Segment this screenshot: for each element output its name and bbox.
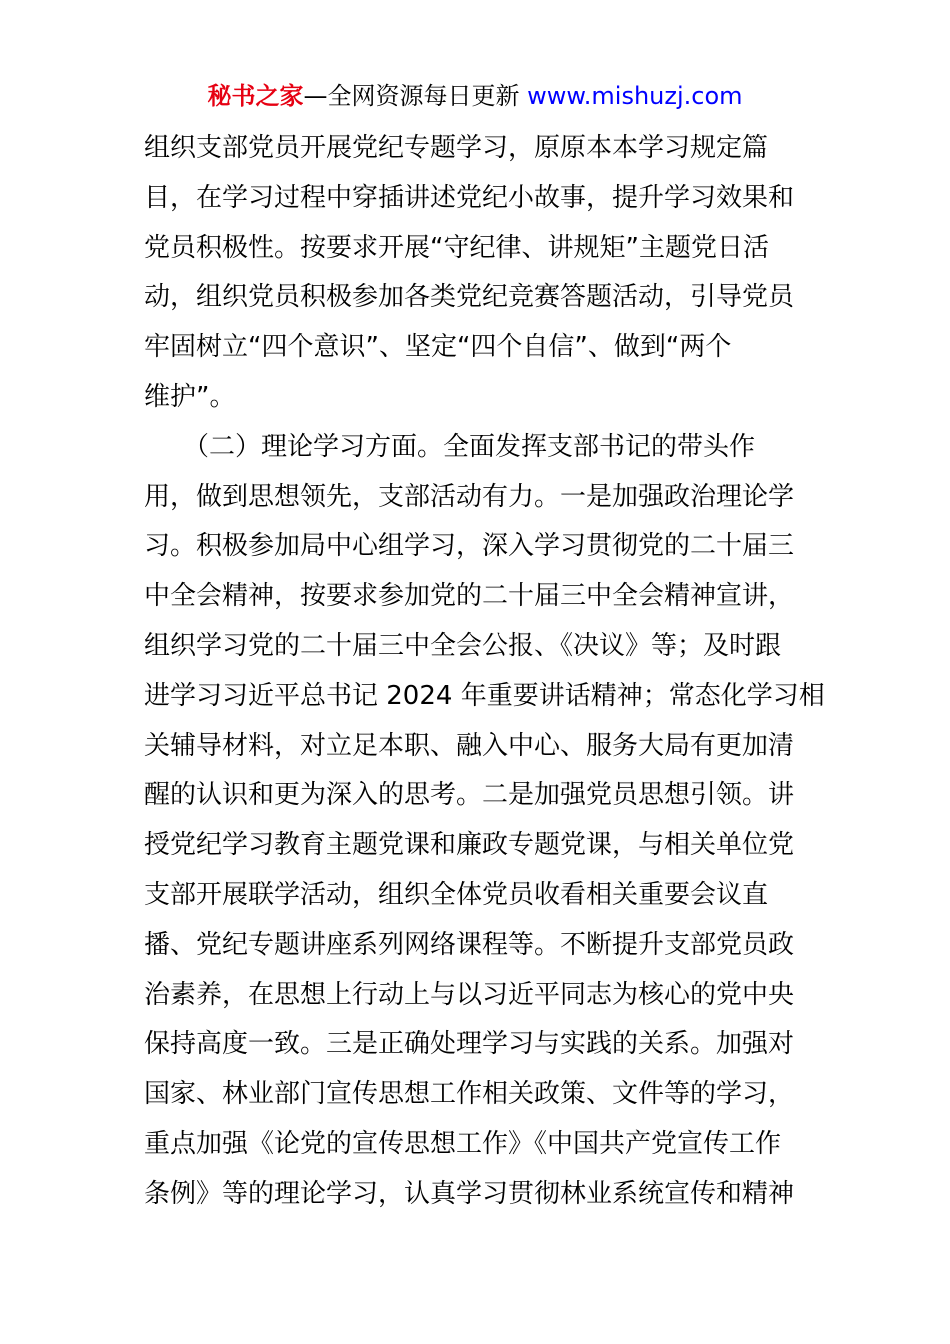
text-line: 授党纪学习教育主题党课和廉政专题党课，与相关单位党	[144, 830, 795, 861]
text-line: 支部开展联学活动，组织全体党员收看相关重要会议直	[144, 879, 769, 910]
text-line: 组织支部党员开展党纪专题学习，原原本本学习规定篇	[144, 133, 769, 163]
text-line: 醒的认识和更为深入的思考。二是加强党员思想引领。讲	[144, 780, 795, 811]
text-line: 进学习习近平总书记 2024 年重要讲话精神；常态化学习相	[144, 680, 825, 711]
text-line: 用，做到思想领先，支部活动有力。一是加强政治理论学	[144, 481, 795, 512]
text-line: 播、党纪专题讲座系列网络课程等。不断提升支部党员政	[144, 929, 795, 960]
text-line: 关辅导材料，对立足本职、融入中心、服务大局有更加清	[144, 730, 795, 761]
text-line: 国家、林业部门宣传思想工作相关政策、文件等的学习，	[144, 1079, 795, 1110]
text-line: （二）理论学习方面。全面发挥支部书记的带头作	[144, 431, 756, 462]
text-line: 重点加强《论党的宣传思想工作》《中国共产党宣传工作	[144, 1128, 782, 1159]
header-tagline: —全网资源每日更新	[303, 82, 528, 110]
text-line: 维护”。	[144, 381, 236, 412]
text-line: 党员积极性。按要求开展“守纪律、讲规矩”主题党日活	[144, 232, 769, 263]
text-line: 牢固树立“四个意识”、坚定“四个自信”、做到“两个	[144, 332, 732, 363]
text-line: 中全会精神，按要求参加党的二十届三中全会精神宣讲，	[144, 581, 795, 612]
brand-name: 秘书之家	[207, 82, 304, 110]
site-url-link[interactable]: www.mishuzj.com	[527, 82, 743, 110]
text-line: 组织学习党的二十届三中全会公报、《决议》等；及时跟	[144, 630, 782, 661]
text-line: 习。积极参加局中心组学习，深入学习贯彻党的二十届三	[144, 531, 795, 562]
document-body	[144, 124, 825, 1220]
site-header	[0, 80, 950, 112]
text-line: 动，组织党员积极参加各类党纪竞赛答题活动，引导党员	[144, 282, 795, 313]
text-line: 条例》等的理论学习，认真学习贯彻林业系统宣传和精神	[144, 1178, 795, 1209]
text-line: 治素养，在思想上行动上与以习近平同志为核心的党中央	[144, 979, 795, 1010]
text-line: 保持高度一致。三是正确处理学习与实践的关系。加强对	[144, 1029, 795, 1060]
text-line: 目，在学习过程中穿插讲述党纪小故事，提升学习效果和	[144, 182, 795, 213]
